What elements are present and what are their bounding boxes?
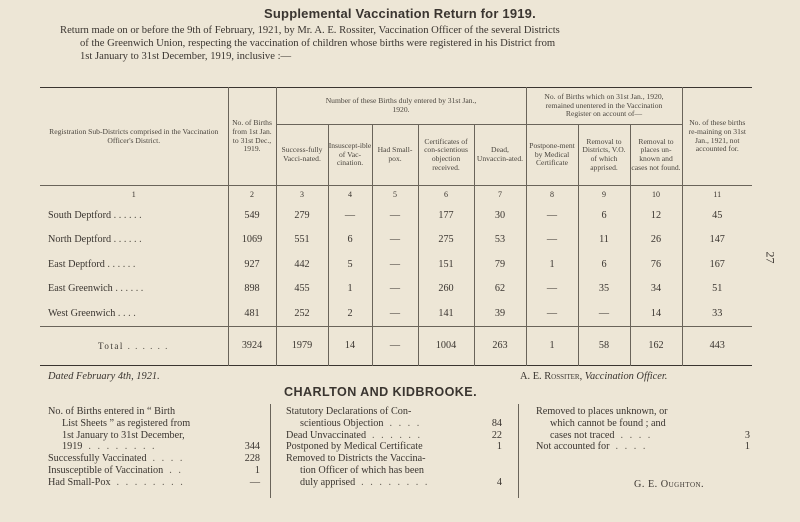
leader-dots: . . . . . . . . [88, 441, 157, 453]
table-cell: 33 [682, 301, 752, 326]
intro-line: Return made on or before the 9th of February, 1921, by Mr. A. E. Rossiter, Vaccination Officer of the several Districts [60, 25, 560, 36]
total-cell: 3924 [228, 326, 276, 365]
list-item [286, 465, 502, 477]
table-cell: 6 [328, 228, 372, 253]
item-label: Removed to places unknown, or [536, 406, 668, 417]
table-cell: 5 [328, 252, 372, 277]
column-number: 5 [372, 186, 418, 204]
item-value: 3 [744, 429, 750, 441]
dated-line: Dated February 4th, 1921. [48, 371, 160, 382]
table-cell: 62 [474, 277, 526, 302]
district-name: North Deptford . . . . . . [48, 234, 142, 246]
header-smallpox: Had Small-pox. [372, 125, 418, 186]
table-cell: 39 [474, 301, 526, 326]
item-label: List Sheets ” as registered from [62, 417, 191, 429]
table-cell: 34 [630, 277, 682, 302]
column-number: 7 [474, 186, 526, 204]
column-divider [518, 404, 519, 498]
district-name: East Deptford . . . . . . [48, 258, 136, 270]
leader-dots [423, 441, 484, 453]
list-item [536, 430, 750, 442]
table-cell: 275 [418, 228, 474, 253]
section-title: CHARLTON AND KIDBROOKE. [284, 385, 477, 399]
item-label: Dead Unvaccinated [286, 429, 367, 441]
charlton-column-1 [48, 406, 260, 489]
table-row [40, 252, 752, 277]
column-number-row [40, 186, 752, 204]
item-label: scientious Objection [300, 417, 384, 429]
list-item [536, 441, 750, 453]
item-label: cases not traced [550, 429, 615, 441]
list-item [286, 477, 502, 489]
list-item [48, 406, 260, 418]
table-cell: 260 [418, 277, 474, 302]
item-label: duly apprised [300, 476, 356, 488]
table-cell: 279 [276, 203, 328, 228]
table-cell: 549 [228, 203, 276, 228]
column-number: 1 [131, 190, 136, 199]
item-value: 228 [244, 453, 260, 465]
page-number: 27 [763, 251, 778, 264]
leader-dots [185, 430, 242, 442]
column-number: 6 [418, 186, 474, 204]
total-cell: 443 [682, 326, 752, 365]
item-label: 1919 [62, 441, 83, 453]
table-cell: — [526, 277, 578, 302]
table-cell: — [372, 252, 418, 277]
header-removal-districts: Removal to Districts, V.O. of which apprised. [578, 125, 630, 186]
leader-dots: . . . . [620, 429, 653, 441]
table-cell: — [526, 301, 578, 326]
column-number: 2 [228, 186, 276, 204]
item-value [484, 465, 502, 477]
intro-line: of the Greenwich Union, respecting the vaccination of children whose births were registered in his District from [80, 38, 556, 49]
leader-dots [190, 418, 242, 430]
item-label: 1st January to 31st December, [62, 429, 185, 441]
table-cell: 79 [474, 252, 526, 277]
leader-dots: . . . . . . . . [361, 476, 430, 488]
column-number: 4 [328, 186, 372, 204]
item-label: Not accounted for [536, 441, 610, 453]
list-item [536, 418, 750, 430]
table-cell: 481 [228, 301, 276, 326]
item-label: Successfully Vaccinated [48, 453, 147, 465]
table-row [40, 228, 752, 253]
item-label: No. of Births entered in “ Birth [48, 406, 176, 417]
table-row [40, 277, 752, 302]
district-name: East Greenwich . . . . . . [48, 283, 144, 295]
leader-dots [424, 465, 484, 477]
leader-dots: . . . . . . . . [116, 476, 185, 488]
item-value [732, 406, 750, 418]
table-cell: 53 [474, 228, 526, 253]
total-cell: 1979 [276, 326, 328, 365]
item-value [242, 430, 260, 442]
item-value [484, 453, 502, 465]
table-cell: 898 [228, 277, 276, 302]
list-item [48, 430, 260, 442]
table-cell: 26 [630, 228, 682, 253]
total-cell: 1 [526, 326, 578, 365]
table-cell: — [372, 228, 418, 253]
item-label: Had Small-Pox [48, 476, 111, 488]
list-item [48, 441, 260, 453]
item-value [484, 406, 502, 418]
header-certificates: Certificates of con-scientious objection received. [418, 125, 474, 186]
item-label: Statutory Declarations of Con- [286, 406, 412, 417]
list-item [286, 430, 502, 442]
table-cell: — [372, 277, 418, 302]
table-cell: 551 [276, 228, 328, 253]
table-cell: 35 [578, 277, 630, 302]
signature-line [520, 371, 667, 382]
total-cell: — [372, 326, 418, 365]
table-cell: 1 [328, 277, 372, 302]
column-number: 11 [682, 186, 752, 204]
header-successfully: Success-fully Vacci-nated. [276, 125, 328, 186]
item-value: — [249, 476, 260, 488]
total-cell: 14 [328, 326, 372, 365]
leader-dots: . . . . [389, 417, 422, 429]
column-number: 9 [578, 186, 630, 204]
table-cell: 442 [276, 252, 328, 277]
list-item [48, 477, 260, 489]
district-name: South Deptford . . . . . . [48, 209, 142, 221]
table-cell: 455 [276, 277, 328, 302]
table-row [40, 301, 752, 326]
table-cell: 45 [682, 203, 752, 228]
leader-dots [666, 418, 732, 430]
item-value [242, 418, 260, 430]
table-cell: 141 [418, 301, 474, 326]
signature-name: A. E. Rossiter, [520, 371, 583, 382]
table-cell: 51 [682, 277, 752, 302]
column-number: 10 [630, 186, 682, 204]
item-value: 4 [496, 476, 502, 488]
table-cell: 11 [578, 228, 630, 253]
table-cell: — [328, 203, 372, 228]
table-row [40, 203, 752, 228]
header-district: Registration Sub-Districts comprised in the Vaccination Officer's District. [40, 88, 228, 186]
table-cell: 151 [418, 252, 474, 277]
list-item [286, 453, 502, 465]
table-cell: 1 [526, 252, 578, 277]
table-cell: 167 [682, 252, 752, 277]
header-births: No. of Births from 1st Jan. to 31st Dec., 1919. [228, 88, 276, 186]
header-postponement: Postpone-ment by Medical Certificate [526, 125, 578, 186]
item-label: Postponed by Medical Certificate [286, 441, 423, 453]
table-cell: 6 [578, 203, 630, 228]
header-removal-unknown: Removal to places un-known and cases not found. [630, 125, 682, 186]
intro-line: 1st January to 31st December, 1919, inclusive :— [80, 51, 292, 62]
item-value: 1 [744, 441, 750, 453]
item-value: 1 [254, 464, 260, 476]
leader-dots [175, 406, 242, 418]
leader-dots [411, 406, 484, 418]
item-label: tion Officer of which has been [300, 464, 425, 476]
list-item [536, 406, 750, 418]
list-item [286, 441, 502, 453]
column-divider [270, 404, 271, 498]
vaccination-table [40, 87, 752, 366]
item-label: Insusceptible of Vaccination [48, 464, 164, 476]
leader-dots [668, 406, 732, 418]
charlton-column-2 [286, 406, 502, 489]
page-title: Supplemental Vaccination Return for 1919. [264, 6, 536, 21]
item-value: 344 [244, 441, 260, 453]
total-cell: 1004 [418, 326, 474, 365]
item-label: which cannot be found ; and [550, 417, 666, 429]
table-cell: 252 [276, 301, 328, 326]
table-cell: 14 [630, 301, 682, 326]
table-cell: 927 [228, 252, 276, 277]
list-item [286, 418, 502, 430]
table-cell: — [372, 203, 418, 228]
total-cell: 162 [630, 326, 682, 365]
table-cell: 177 [418, 203, 474, 228]
total-cell: 263 [474, 326, 526, 365]
table-cell: 12 [630, 203, 682, 228]
item-value [242, 406, 260, 418]
leader-dots: . . . . [615, 441, 648, 453]
signature-role: Vaccination Officer. [584, 371, 668, 382]
table-cell: — [372, 301, 418, 326]
leader-dots: . . . . . . [372, 429, 423, 441]
list-item [48, 465, 260, 477]
table-cell: — [578, 301, 630, 326]
column-number: 8 [526, 186, 578, 204]
leader-dots [426, 453, 484, 465]
header-insusceptible: Insuscept-ible of Vac-cination. [328, 125, 372, 186]
table-cell: — [526, 228, 578, 253]
total-row [40, 326, 752, 365]
table-cell: 6 [578, 252, 630, 277]
list-item [48, 453, 260, 465]
total-label: Total . . . . . . [40, 326, 228, 365]
intro-paragraph [62, 24, 752, 63]
header-dead: Dead, Unvaccin-ated. [474, 125, 526, 186]
item-value [732, 418, 750, 430]
oughton-signature: G. E. Oughton. [634, 479, 705, 490]
charlton-column-3 [536, 406, 750, 453]
item-value: 1 [496, 441, 502, 453]
list-item [48, 418, 260, 430]
district-name: West Greenwich . . . . [48, 307, 136, 319]
item-value: 84 [491, 417, 502, 429]
leader-dots: . . [169, 464, 183, 476]
header-unentered-group: No. of Births which on 31st Jan., 1920, remained unentered in the Vaccination Register on account of— [526, 88, 682, 125]
item-value: 22 [491, 429, 502, 441]
column-number: 3 [276, 186, 328, 204]
item-label: Removed to Districts the Vaccina- [286, 453, 426, 465]
leader-dots: . . . . [152, 453, 185, 465]
header-entered-group: Number of these Births duly entered by 31st Jan., 1920. [276, 88, 526, 125]
table-cell: 76 [630, 252, 682, 277]
table-cell: 2 [328, 301, 372, 326]
table-cell: — [526, 203, 578, 228]
table-cell: 30 [474, 203, 526, 228]
total-cell: 58 [578, 326, 630, 365]
header-unaccounted: No. of these births re-maining on 31st Jan., 1921, not accounted for. [682, 88, 752, 186]
list-item [286, 406, 502, 418]
table-cell: 147 [682, 228, 752, 253]
table-cell: 1069 [228, 228, 276, 253]
